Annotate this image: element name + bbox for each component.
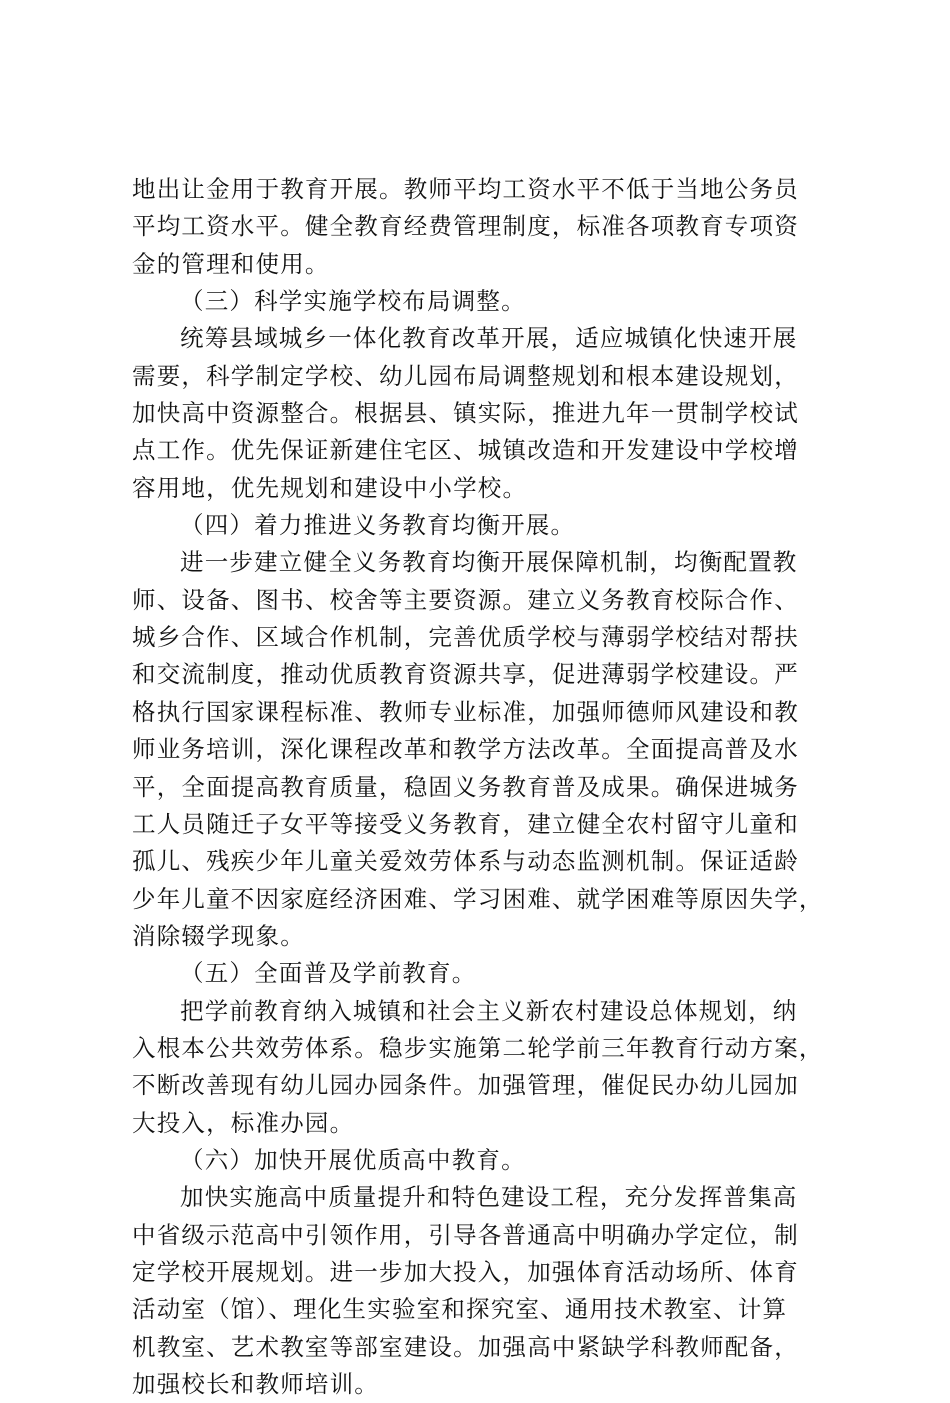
text-line: 和交流制度，推动优质教育资源共享，促进薄弱学校建设。严 xyxy=(132,660,799,689)
text-line: 地出让金用于教育开展。教师平均工资水平不低于当地公务员 xyxy=(132,175,799,203)
text-line: 城乡合作、区域合作机制，完善优质学校与薄弱学校结对帮扶 xyxy=(132,623,799,652)
document-page xyxy=(132,171,822,1403)
text-line: 加快高中资源整合。根据县、镇实际，推进九年一贯制学校试 xyxy=(132,399,799,428)
section-heading: （四）着力推进义务教育均衡开展。 xyxy=(180,511,576,540)
text-line: 师、设备、图书、校舍等主要资源。建立义务教育校际合作、 xyxy=(132,585,799,614)
text-line: 中省级示范高中引领作用，引导各普通高中明确办学定位，制 xyxy=(132,1220,799,1249)
text-line: 入根本公共效劳体系。稳步实施第二轮学前三年教育行动方案， xyxy=(132,1033,824,1062)
section-heading: （五）全面普及学前教育。 xyxy=(180,959,477,988)
text-line: 进一步建立健全义务教育均衡开展保障机制，均衡配置教 xyxy=(180,548,798,577)
text-line: 定学校开展规划。进一步加大投入，加强体育活动场所、体育 xyxy=(132,1257,799,1286)
text-line: 金的管理和使用。 xyxy=(132,249,330,278)
text-line: 加快实施高中质量提升和特色建设工程，充分发挥普集高 xyxy=(180,1183,798,1212)
text-line: 师业务培训，深化课程改革和教学方法改革。全面提高普及水 xyxy=(132,735,799,764)
text-line: 不断改善现有幼儿园办园条件。加强管理，催促民办幼儿园加 xyxy=(132,1071,799,1100)
text-line: 消除辍学现象。 xyxy=(132,921,305,950)
section-heading: （三）科学实施学校布局调整。 xyxy=(180,287,526,316)
text-line: 孤儿、残疾少年儿童关爱效劳体系与动态监测机制。保证适龄 xyxy=(132,847,799,876)
text-line: 平均工资水平。健全教育经费管理制度，标准各项教育专项资 xyxy=(132,212,799,241)
text-line: 机教室、艺术教室等部室建设。加强高中紧缺学科教师配备， xyxy=(132,1332,799,1361)
text-line: 加强校长和教师培训。 xyxy=(132,1370,379,1398)
text-line: 点工作。优先保证新建住宅区、城镇改造和开发建设中学校增 xyxy=(132,436,799,465)
text-line: 统筹县域城乡一体化教育改革开展，适应城镇化快速开展 xyxy=(180,324,798,353)
text-line: 容用地，优先规划和建设中小学校。 xyxy=(132,473,528,502)
text-line: 平，全面提高教育质量，稳固义务教育普及成果。确保进城务 xyxy=(132,772,799,801)
text-line: 少年儿童不因家庭经济困难、学习困难、就学困难等原因失学， xyxy=(132,884,824,913)
section-heading: （六）加快开展优质高中教育。 xyxy=(180,1145,526,1174)
text-line: 需要，科学制定学校、幼儿园布局调整规划和根本建设规划， xyxy=(132,361,799,390)
text-line: 格执行国家课程标准、教师专业标准，加强师德师风建设和教 xyxy=(132,697,799,726)
text-line: 把学前教育纳入城镇和社会主义新农村建设总体规划，纳 xyxy=(180,996,798,1025)
text-line: 大投入，标准办园。 xyxy=(132,1108,355,1137)
text-line: 活动室（馆）、理化生实验室和探究室、通用技术教室、计算 xyxy=(132,1295,788,1324)
text-line: 工人员随迁子女平等接受义务教育，建立健全农村留守儿童和 xyxy=(132,809,799,838)
